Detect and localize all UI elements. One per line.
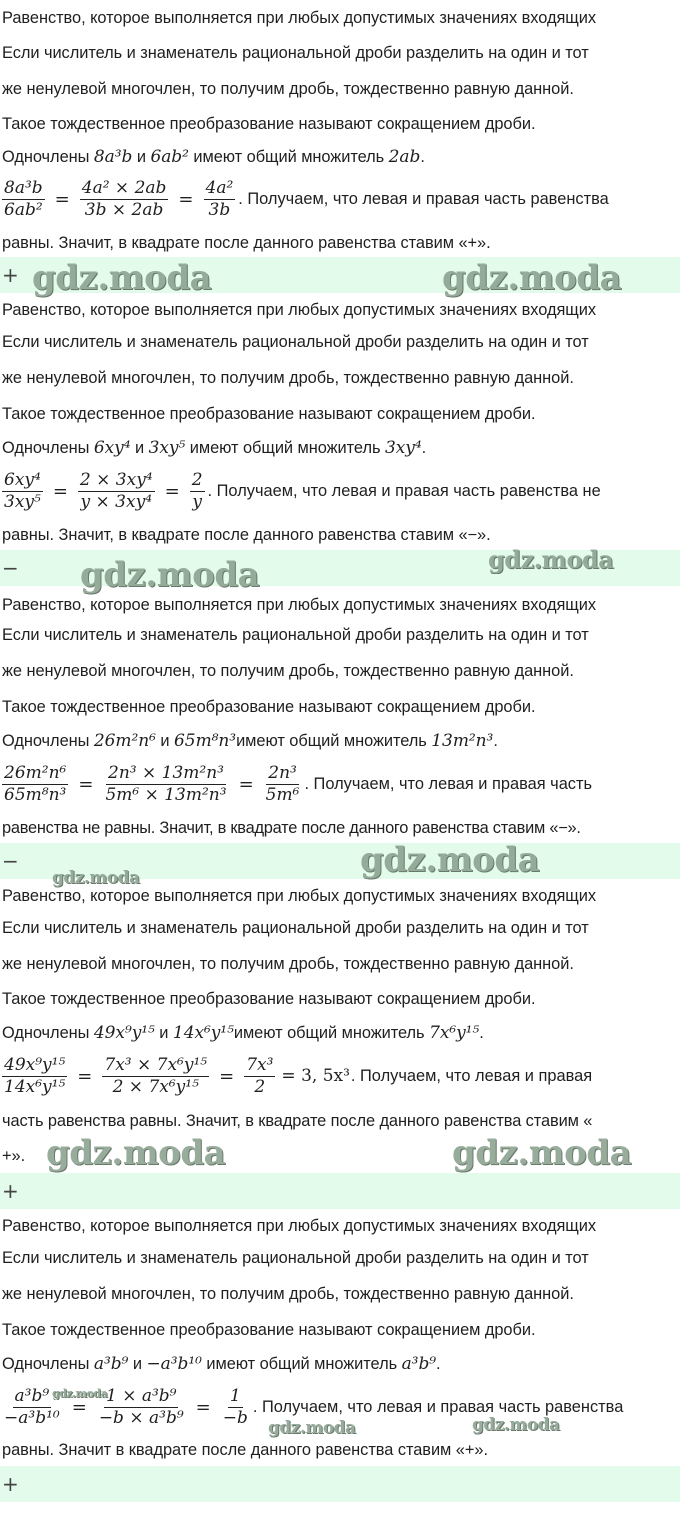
text-fragment: . — [493, 732, 498, 750]
denominator: y — [192, 491, 202, 512]
conclusion-text: . Получаем, что левая и правая часть равенства — [238, 189, 609, 208]
equation-row — [0, 466, 601, 516]
numerator: 2n³ × 13m²n³ — [108, 762, 224, 783]
equals-sign: = — [78, 773, 94, 795]
equals-sign: = — [238, 773, 254, 795]
monomial: 8a³b — [93, 147, 133, 167]
common-factor: 3xy⁴ — [384, 438, 422, 458]
text-line: же ненулевой многочлен, то получим дробь, тождественно равную данной. — [2, 369, 574, 387]
numerator: 6xy⁴ — [4, 469, 41, 490]
monomial: 65m⁸n³ — [174, 731, 237, 751]
text-line: Равенство, которое выполняется при любых допустимых значениях входящих — [2, 1217, 596, 1235]
fraction — [2, 1055, 67, 1098]
text-line: Равенство, которое выполняется при любых допустимых значениях входящих — [2, 887, 596, 905]
common-factor: a³b⁹ — [401, 1354, 437, 1374]
equals-sign: = — [219, 1065, 235, 1087]
conclusion-text: . Получаем, что левая и правая — [350, 1066, 593, 1085]
text-line: Такое тождественное преобразование называют сокращением дроби. — [2, 115, 536, 133]
text-line: Такое тождественное преобразование называют сокращением дроби. — [2, 698, 536, 716]
denominator: 3b — [208, 199, 231, 220]
fraction — [103, 763, 228, 806]
equals-sign: = — [52, 480, 68, 502]
numerator: 49x⁹y¹⁵ — [4, 1054, 66, 1075]
monomials-line — [2, 147, 425, 167]
equals-sign: = — [77, 1065, 93, 1087]
monomial: −a³b¹⁰ — [146, 1354, 202, 1374]
monomial: 3xy⁵ — [148, 438, 186, 458]
monomials-line — [2, 1023, 484, 1043]
text-fragment: имеют общий множитель — [201, 1355, 402, 1373]
answer-sign: + — [2, 1179, 19, 1203]
conclusion-line: равны. Значит, в квадрате после данного равенства ставим «−». — [2, 526, 491, 544]
text-line: Равенство, которое выполняется при любых допустимых значениях входящих — [2, 596, 596, 614]
denominator: 2 × 7x⁶y¹⁵ — [112, 1076, 199, 1097]
watermark: gdz.moda — [472, 1415, 560, 1435]
monomial: a³b⁹ — [93, 1354, 129, 1374]
text-line: Такое тождественное преобразование называют сокращением дроби. — [2, 405, 536, 423]
answer-sign: − — [2, 556, 19, 580]
conclusion-line: часть равенства равны. Значит, в квадрате после данного равенства ставим « — [2, 1112, 593, 1130]
numerator: 8a³b — [4, 177, 43, 198]
text-fragment: Одночлены — [2, 732, 94, 750]
text-fragment: и — [132, 148, 151, 166]
fraction — [78, 470, 155, 513]
conclusion-text: . Получаем, что левая и правая часть равенства не — [207, 481, 601, 500]
watermark: gdz.moda — [268, 1418, 356, 1438]
text-line: Если числитель и знаменатель рациональной дроби разделить на один и тот — [2, 1249, 589, 1267]
watermark: gdz.moda — [52, 868, 140, 888]
denominator: −b — [222, 1407, 248, 1428]
watermark: gdz.moda — [488, 545, 614, 574]
fraction — [80, 178, 169, 221]
denominator: 5m⁶ × 13m²n³ — [105, 784, 227, 805]
text-line: Такое тождественное преобразование называют сокращением дроби. — [2, 990, 536, 1008]
conclusion-line: равенства не равны. Значит, в квадрате после данного равенства ставим «−». — [2, 819, 581, 837]
text-line: Равенство, которое выполняется при любых допустимых значениях входящих — [2, 301, 596, 319]
text-fragment: . — [420, 148, 425, 166]
text-line: Если числитель и знаменатель рациональной дроби разделить на один и тот — [2, 333, 589, 351]
fraction — [221, 1386, 250, 1429]
answer-sign: + — [2, 1472, 19, 1496]
conclusion-line: равны. Значит, в квадрате после данного равенства ставим «+». — [2, 234, 491, 252]
text-fragment: Одночлены — [2, 1024, 94, 1042]
conclusion-line: +». — [2, 1147, 26, 1165]
text-line: же ненулевой многочлен, то получим дробь, тождественно равную данной. — [2, 955, 574, 973]
text-fragment: и — [130, 439, 149, 457]
result-value: = 3, 5x³ — [281, 1066, 350, 1086]
answer-sign: − — [2, 849, 19, 873]
fraction — [264, 763, 302, 806]
monomials-line — [2, 438, 426, 458]
conclusion-line: равны. Значит в квадрате после данного равенства ставим «+». — [2, 1441, 488, 1459]
equals-sign: = — [164, 480, 180, 502]
common-factor: 13m²n³ — [431, 731, 494, 751]
common-factor: 7x⁶y¹⁵ — [429, 1023, 480, 1043]
text-fragment: . — [421, 439, 427, 457]
common-factor: 2ab — [388, 147, 421, 167]
text-fragment: имеют общий множитель — [233, 1024, 430, 1042]
conclusion-text: . Получаем, что левая и правая часть — [304, 774, 593, 793]
text-fragment: . — [479, 1024, 484, 1042]
denominator: 5m⁶ — [265, 784, 300, 805]
fraction — [2, 763, 68, 806]
text-line: же ненулевой многочлен, то получим дробь, тождественно равную данной. — [2, 80, 574, 98]
denominator: −a³b¹⁰ — [4, 1407, 60, 1428]
watermark: gdz.moda — [360, 840, 540, 880]
answer-sign: + — [2, 263, 19, 287]
text-fragment: и — [154, 1024, 173, 1042]
denominator: y × 3xy⁴ — [80, 491, 153, 512]
denominator: −b × a³b⁹ — [98, 1407, 184, 1428]
text-line: Если числитель и знаменатель рациональной дроби разделить на один и тот — [2, 44, 589, 62]
text-fragment: Одночлены — [2, 148, 94, 166]
numerator: 1 — [229, 1385, 241, 1406]
text-fragment: и — [128, 1355, 147, 1373]
text-fragment: имеют общий множитель — [236, 732, 432, 750]
equation-row — [0, 174, 609, 224]
monomials-line — [2, 1354, 441, 1374]
fraction — [204, 178, 236, 221]
text-fragment: Одночлены — [2, 1355, 94, 1373]
watermark: gdz.moda — [442, 258, 622, 298]
answer-band — [0, 1173, 680, 1209]
denominator: 3xy⁵ — [4, 491, 41, 512]
fraction — [2, 178, 45, 221]
numerator: 7x³ — [246, 1054, 274, 1075]
fraction — [2, 470, 43, 513]
denominator: 6ab² — [4, 199, 43, 220]
numerator: 2 — [191, 469, 203, 490]
denominator: 3b × 2ab — [84, 199, 164, 220]
monomial: 6xy⁴ — [93, 438, 131, 458]
equation-row — [0, 1051, 592, 1101]
fraction — [97, 1386, 186, 1429]
monomials-line — [2, 731, 498, 751]
watermark: gdz.moda — [52, 1387, 108, 1400]
monomial: 26m²n⁶ — [93, 731, 156, 751]
text-line: Такое тождественное преобразование называют сокращением дроби. — [2, 1321, 536, 1339]
text-line: Равенство, которое выполняется при любых допустимых значениях входящих — [2, 9, 596, 27]
monomial: 14x⁶y¹⁵ — [172, 1023, 234, 1043]
watermark: gdz.moda — [80, 555, 260, 595]
equals-sign: = — [178, 188, 194, 210]
equals-sign: = — [54, 188, 70, 210]
fraction — [190, 470, 205, 513]
text-fragment: . — [436, 1355, 441, 1373]
numerator: 4a² — [205, 177, 234, 198]
watermark: gdz.moda — [452, 1133, 632, 1173]
numerator: 1 × a³b⁹ — [105, 1385, 177, 1406]
numerator: 2 × 3xy⁴ — [79, 469, 153, 490]
text-fragment: Одночлены — [2, 439, 94, 457]
numerator: 26m²n⁶ — [4, 762, 67, 783]
monomial: 6ab² — [150, 147, 189, 167]
numerator: 4a² × 2ab — [81, 177, 167, 198]
conclusion-text: . Получаем, что левая и правая часть равенства — [252, 1397, 624, 1416]
denominator: 65m⁸n³ — [4, 784, 67, 805]
equals-sign: = — [195, 1396, 211, 1418]
text-line: же ненулевой многочлен, то получим дробь, тождественно равную данной. — [2, 1285, 574, 1303]
denominator: 14x⁶y¹⁵ — [4, 1076, 66, 1097]
watermark: gdz.moda — [46, 1133, 226, 1173]
numerator: 7x³ × 7x⁶y¹⁵ — [104, 1054, 208, 1075]
text-line: Если числитель и знаменатель рациональной дроби разделить на один и тот — [2, 919, 589, 937]
equation-row — [0, 759, 592, 809]
text-line: Если числитель и знаменатель рациональной дроби разделить на один и тот — [2, 626, 589, 644]
numerator: a³b⁹ — [14, 1385, 50, 1406]
monomial: 49x⁹y¹⁵ — [93, 1023, 155, 1043]
text-fragment: имеют общий множитель — [188, 148, 389, 166]
fraction — [244, 1055, 275, 1098]
equals-sign: = — [71, 1396, 87, 1418]
text-fragment: имеют общий множитель — [185, 439, 385, 457]
answer-band — [0, 1466, 680, 1502]
text-line: же ненулевой многочлен, то получим дробь, тождественно равную данной. — [2, 662, 574, 680]
denominator: 2 — [254, 1076, 266, 1097]
text-fragment: и — [155, 732, 175, 750]
numerator: 2n³ — [268, 762, 297, 783]
fraction — [102, 1055, 209, 1098]
watermark: gdz.moda — [32, 258, 212, 298]
